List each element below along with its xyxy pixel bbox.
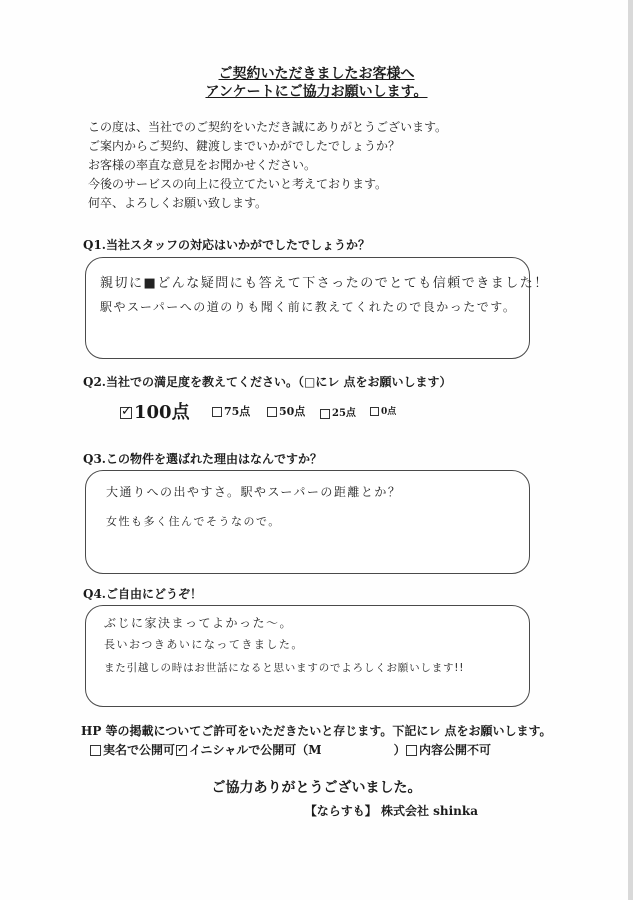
q2-options bbox=[120, 398, 540, 422]
q3-question: Q3.この物件を選ばれた理由はなんですか？ bbox=[83, 452, 322, 466]
intro-paragraph bbox=[88, 118, 447, 213]
checkbox[interactable] bbox=[370, 407, 379, 416]
option-real-name[interactable]: 実名で公開可 bbox=[90, 741, 175, 758]
checkbox[interactable] bbox=[90, 745, 101, 756]
q1-answer-box bbox=[85, 257, 549, 359]
option-initials[interactable]: ✓ イニシャルで公開可（M ） bbox=[177, 742, 406, 757]
intro-line: 何卒、よろしくお願い致します。 bbox=[88, 196, 268, 210]
check-mark-icon: ✓ bbox=[177, 742, 187, 755]
option-0[interactable]: 0点 bbox=[370, 404, 396, 417]
checkbox[interactable] bbox=[406, 745, 417, 756]
permission-request: HP 等の掲載についてご許可をいただきたいと存じます。下記にレ 点をお願いします。 bbox=[81, 724, 552, 738]
q4-answer-line: また引越しの時はお世話になると思いますのでよろしくお願いします!! bbox=[104, 662, 465, 674]
option-no-publish[interactable]: 内容公開不可 bbox=[406, 741, 491, 758]
q2-question: Q2.当社での満足度を教えてください。（□にレ 点をお願いします） bbox=[83, 375, 452, 389]
option-50[interactable]: 50点 bbox=[267, 403, 305, 419]
q1-question: Q1.当社スタッフの対応はいかがでしたでしょうか？ bbox=[83, 238, 370, 252]
option-100[interactable]: ✓ 100点 bbox=[121, 402, 190, 423]
q1-answer-line: 親切に■どんな疑問にも答えて下さったのでとても信頼できました！ bbox=[100, 276, 549, 291]
intro-line: ご案内からご契約、鍵渡しまでいかがでしたでしょうか？ bbox=[88, 139, 401, 153]
company-name: 【ならすも】 株式会社 shinka bbox=[304, 804, 478, 818]
title-line-1: ご契約いただきましたお客様へ bbox=[218, 66, 415, 82]
intro-line: この度は、当社でのご契約をいただき誠にありがとうございます。 bbox=[88, 120, 448, 134]
checkbox[interactable] bbox=[267, 407, 277, 417]
check-mark-icon: ✓ bbox=[121, 404, 132, 419]
q4-answer-line: 長いおつきあいになってきました。 bbox=[104, 638, 304, 651]
checkbox[interactable] bbox=[176, 742, 187, 756]
q4-answer-line: ぶじに家決まってよかった〜。 bbox=[104, 616, 294, 630]
title-line-2: アンケートにご協力お願いします。 bbox=[205, 84, 428, 100]
q3-answer-line: 女性も多く住んでそうなので。 bbox=[106, 515, 281, 528]
q4-question: Q4.ご自由にどうぞ！ bbox=[83, 587, 202, 601]
intro-line: お客様の率直な意見をお聞かせください。 bbox=[88, 158, 317, 172]
scan-edge bbox=[628, 0, 633, 900]
intro-line: 今後のサービスの向上に役立てたいと考えております。 bbox=[88, 177, 388, 191]
option-25[interactable]: 25点 bbox=[320, 404, 356, 419]
closing-thanks: ご協力ありがとうございました。 bbox=[211, 780, 422, 796]
option-75[interactable]: 75点 bbox=[212, 403, 250, 419]
checkbox[interactable] bbox=[212, 407, 222, 417]
checkbox[interactable] bbox=[320, 409, 330, 419]
checkbox[interactable] bbox=[120, 404, 132, 419]
q3-answer-box bbox=[85, 470, 530, 574]
permission-options bbox=[90, 741, 530, 759]
q3-answer-line: 大通りへの出やすさ。駅やスーパーの距離とか？ bbox=[106, 485, 402, 499]
q1-answer-line: 駅やスーパーへの道のりも聞く前に教えてくれたので良かったです。 bbox=[100, 300, 517, 314]
q4-answer-box bbox=[85, 605, 530, 707]
